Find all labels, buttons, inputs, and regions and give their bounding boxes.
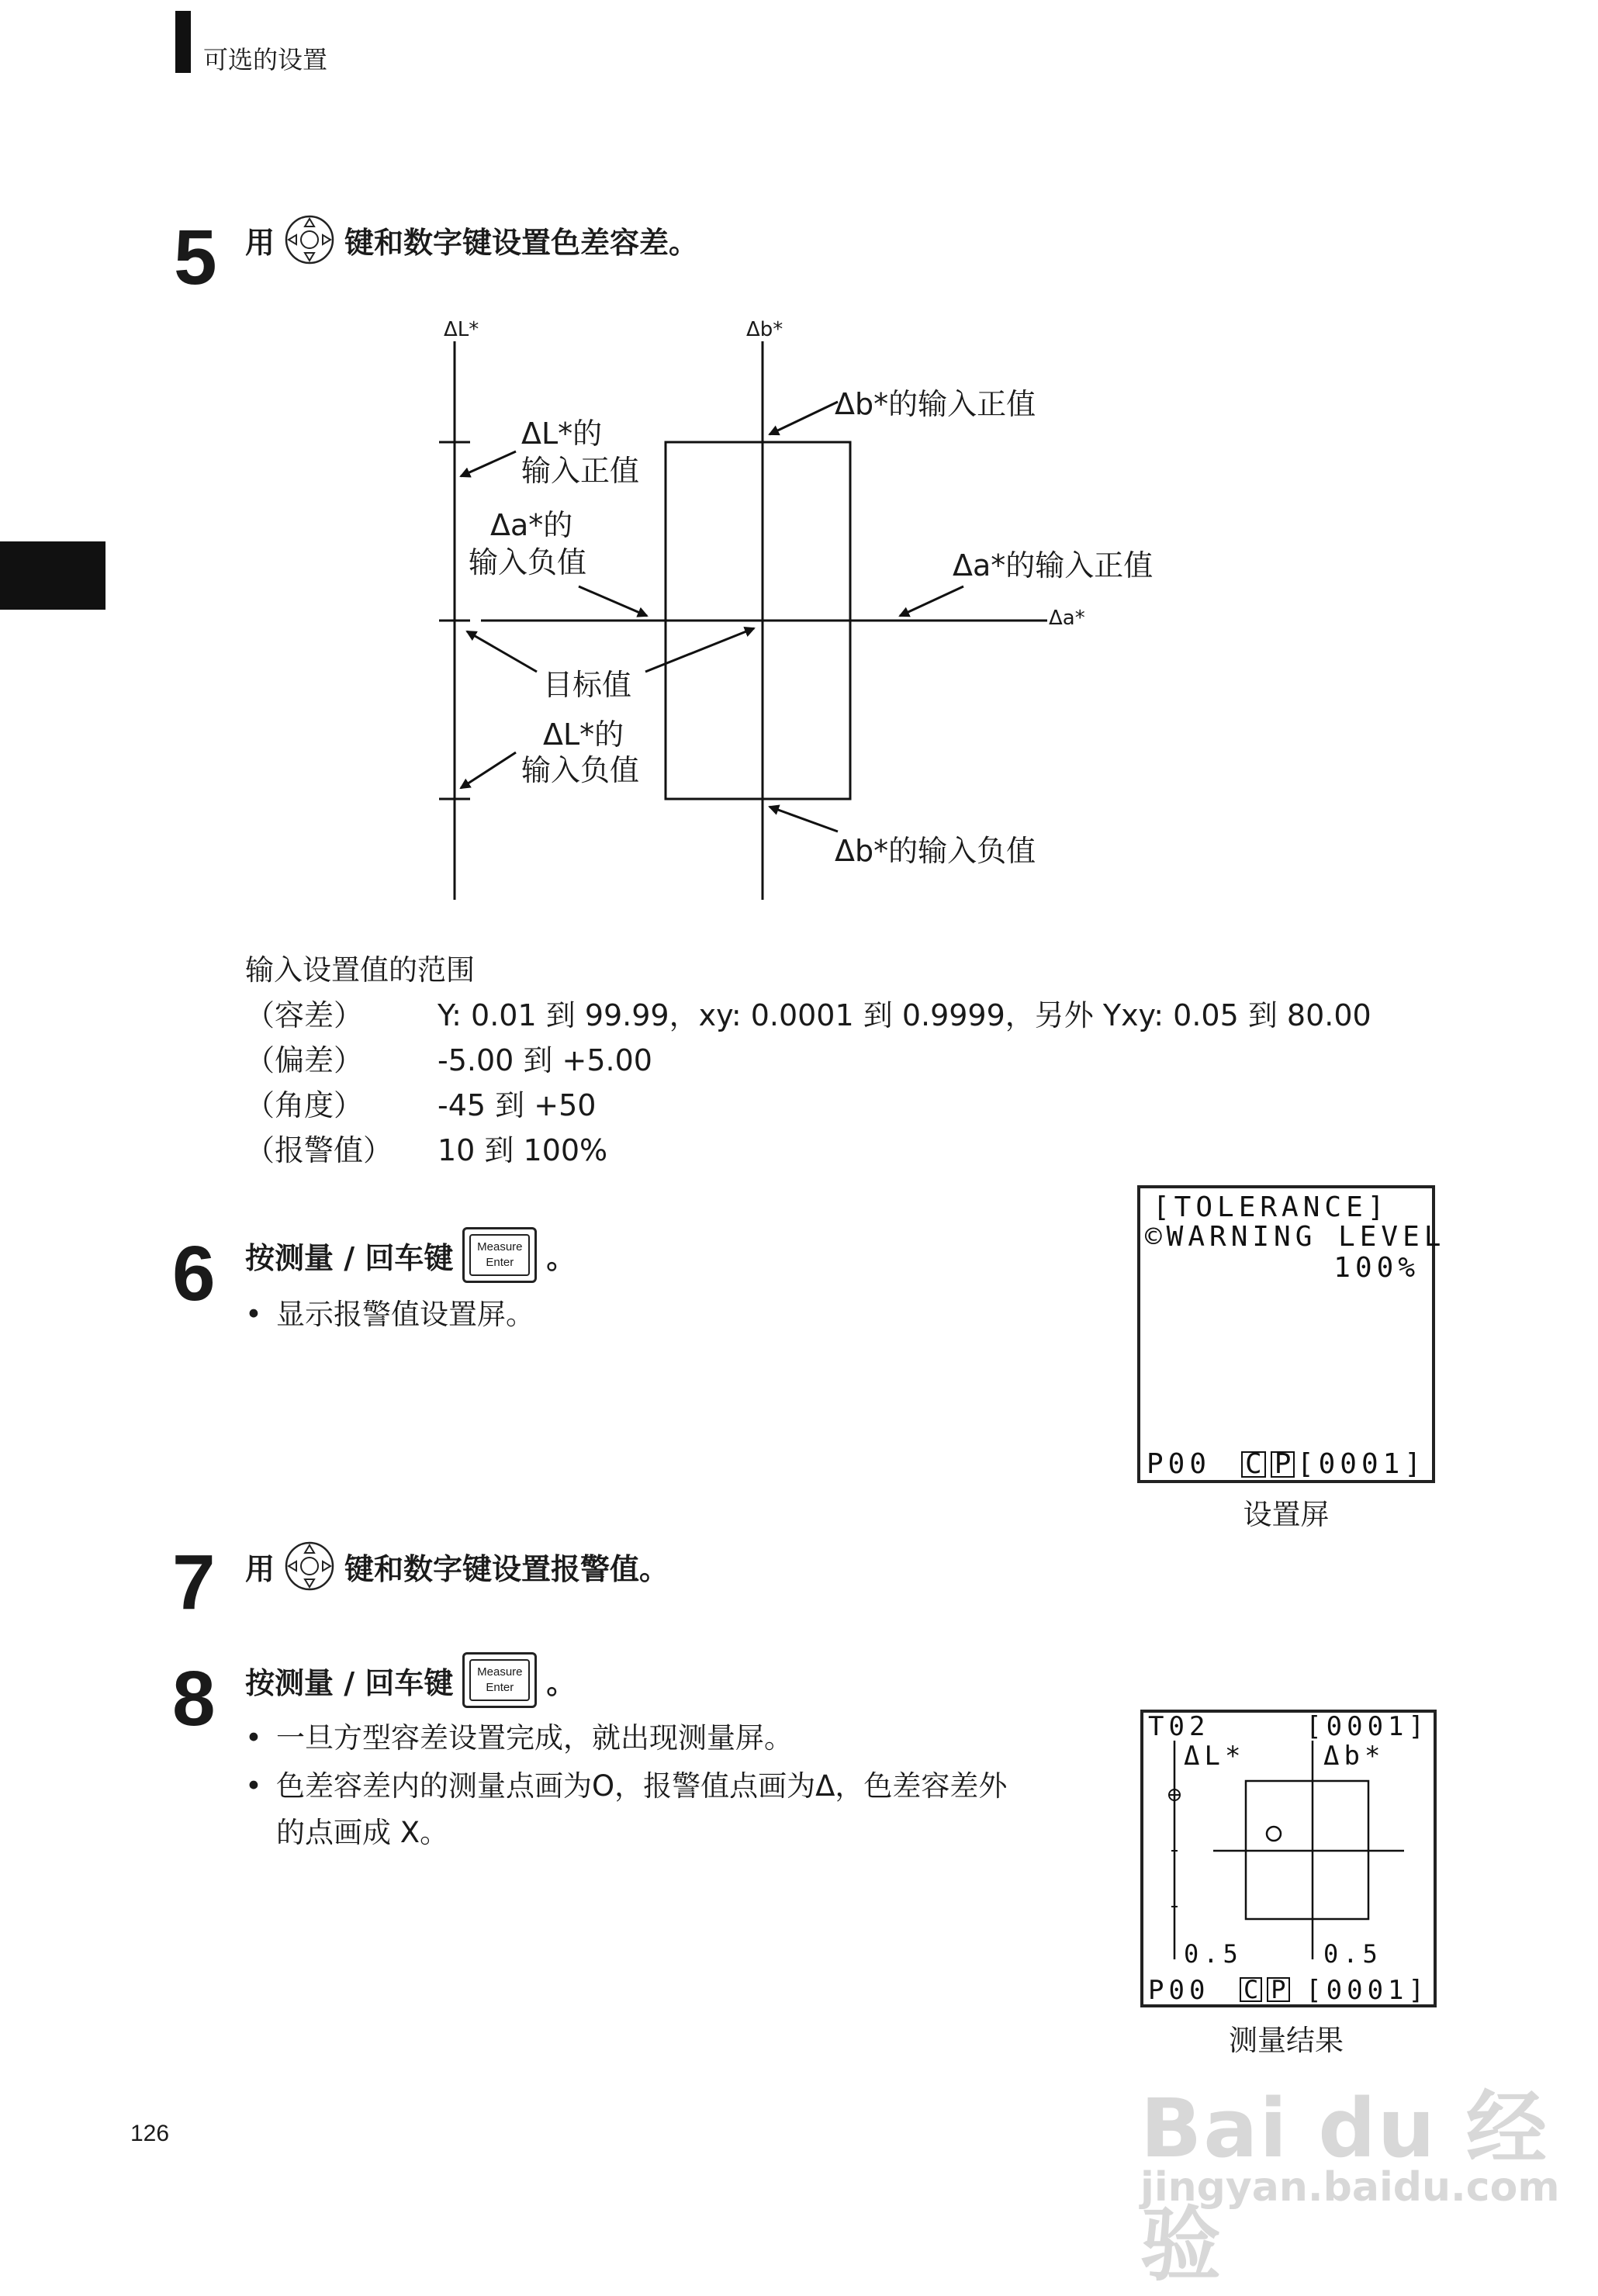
axis-a-label: Δa*: [1049, 607, 1085, 630]
step-6-number: 6: [172, 1230, 216, 1317]
label-a-negative-1: Δa*的: [490, 508, 573, 542]
measurement-screen: [1140, 1710, 1437, 2007]
range-label: （偏差）: [245, 1043, 364, 1077]
setting-screen: [1137, 1185, 1446, 1483]
lcd-footer-program: P00: [1147, 1448, 1212, 1480]
step-6-suffix: 。: [546, 1240, 576, 1275]
label-L-positive-1: ΔL*的: [521, 417, 603, 451]
step-8-suffix: 。: [546, 1665, 576, 1700]
step-8-number: 8: [172, 1655, 216, 1742]
step-8-bullet-1: [245, 1714, 793, 1762]
bullet-text: 显示报警值设置屏。: [276, 1298, 534, 1331]
bullet-dot-icon: •: [245, 1298, 262, 1331]
label-b-positive: Δb*的输入正值: [835, 387, 1036, 421]
badge-p: P: [1267, 1977, 1289, 2002]
axis-b-label: Δb*: [746, 318, 783, 341]
range-row-warning: [245, 1126, 607, 1169]
step-8-title-text: 按测量 / 回车键: [245, 1665, 454, 1700]
range-value: Y: 0.01 到 99.99，xy: 0.0001 到 0.9999，另外 Yxy: 0.05 到 80.00: [438, 998, 1371, 1032]
step-6-title-text: 按测量 / 回车键: [245, 1240, 454, 1275]
lcd-label-b: Δb*: [1323, 1741, 1385, 1772]
step-5-post: 键和数字键设置色差容差。: [344, 225, 699, 260]
key-line-enter: Enter: [486, 1256, 514, 1269]
lcd-label-L: ΔL*: [1184, 1741, 1246, 1772]
range-row-deviation: [245, 1036, 652, 1079]
step-7-number: 7: [172, 1539, 216, 1626]
step-8-bullet-2-cont: 的点画成 X。: [276, 1816, 449, 1849]
lcd-sample-count: [0001]: [1306, 1711, 1429, 1742]
step-5-title: [245, 214, 698, 265]
section-title: 可选的设置: [203, 45, 328, 74]
arrow-b-pos: [770, 402, 838, 434]
watermark-url: jingyan.baidu.com: [1140, 2164, 1560, 2211]
chapter-tab: [0, 541, 105, 610]
step-5-pre: 用: [245, 225, 275, 260]
setting-screen-caption: 设置屏: [1243, 1498, 1330, 1531]
label-L-positive-2: 输入正值: [521, 454, 640, 488]
label-L-negative-1: ΔL*的: [543, 718, 624, 752]
label-target: 目标值: [543, 668, 632, 702]
range-label: （容差）: [245, 998, 364, 1032]
lcd-footer-program: P00: [1148, 1975, 1210, 2006]
header-bar: [175, 11, 191, 73]
arrow-b-neg: [770, 807, 838, 832]
step-7-post: 键和数字键设置报警值。: [344, 1551, 669, 1586]
step-6-title: [245, 1227, 576, 1283]
range-value: -45 到 +50: [438, 1088, 597, 1122]
direction-key-icon: [284, 1540, 335, 1592]
range-value: -5.00 到 +5.00: [438, 1043, 652, 1077]
measurement-screen-caption: 测量结果: [1229, 2024, 1344, 2057]
step-7-pre: 用: [245, 1551, 275, 1586]
measure-enter-key-face: [469, 1234, 530, 1276]
key-line-measure: Measure: [477, 1240, 523, 1253]
range-title: 输入设置值的范围: [245, 953, 475, 987]
bullet-text: 一旦方型容差设置完成，就出现测量屏。: [276, 1721, 793, 1755]
badge-c: C: [1241, 1451, 1266, 1478]
measure-enter-key-face: [469, 1659, 530, 1701]
step-7-title: [245, 1540, 669, 1592]
step-8-title: [245, 1652, 576, 1708]
range-label: （报警值）: [245, 1133, 393, 1167]
bullet-dot-icon: •: [245, 1721, 262, 1755]
measure-enter-key-icon: [462, 1227, 537, 1283]
step-5-number: 5: [174, 214, 217, 301]
lcd-line-tolerance: [TOLERANCE]: [1153, 1191, 1389, 1223]
lcd-footer-count: [0001]: [1296, 1448, 1426, 1480]
bullet-text: 色差容差内的测量点画为O，报警值点画为Δ，色差容差外: [276, 1769, 1008, 1803]
arrow-target-b: [645, 628, 754, 672]
label-L-negative-2: 输入负值: [521, 753, 640, 787]
measure-enter-key-icon: [462, 1652, 537, 1708]
label-a-positive: Δa*的输入正值: [953, 548, 1154, 583]
page-number: 126: [130, 2121, 170, 2146]
key-line-measure: Measure: [477, 1665, 523, 1679]
range-label: （角度）: [245, 1088, 364, 1122]
lcd-badges: [1241, 1448, 1295, 1480]
lcd-badges: [1240, 1975, 1290, 2004]
bullet-dot-icon: •: [245, 1769, 262, 1803]
arrow-target-L: [467, 631, 537, 672]
badge-c: C: [1240, 1977, 1262, 2002]
measured-point-icon: [1267, 1827, 1281, 1841]
label-b-negative: Δb*的输入负值: [835, 834, 1036, 868]
range-row-tolerance: [245, 991, 1371, 1034]
direction-key-icon: [284, 214, 335, 265]
badge-p: P: [1271, 1451, 1295, 1478]
step-6-bullet: [245, 1291, 534, 1339]
key-line-enter: Enter: [486, 1681, 514, 1694]
label-a-negative-2: 输入负值: [469, 545, 587, 579]
lcd-line-percent: 100%: [1333, 1252, 1420, 1284]
lcd-scale-right: 0.5: [1323, 1939, 1382, 1969]
arrow-a-pos: [900, 586, 963, 616]
arrow-a-neg: [579, 586, 647, 616]
arrow-L-pos: [461, 451, 516, 476]
step-8-bullet-2: [245, 1762, 1007, 1810]
range-row-angle: [245, 1081, 596, 1124]
lcd-target-number: T02: [1148, 1711, 1210, 1742]
arrow-L-neg: [461, 752, 516, 788]
lcd-scale-left: 0.5: [1184, 1939, 1243, 1969]
lcd-line-warning: ©WARNING LEVEL: [1145, 1221, 1446, 1253]
range-value: 10 到 100%: [438, 1133, 608, 1167]
watermark-brand: Bai du 经验: [1140, 2081, 1548, 2292]
lcd-footer-count: [0001]: [1306, 1975, 1429, 2006]
axis-L-label: ΔL*: [444, 318, 479, 341]
